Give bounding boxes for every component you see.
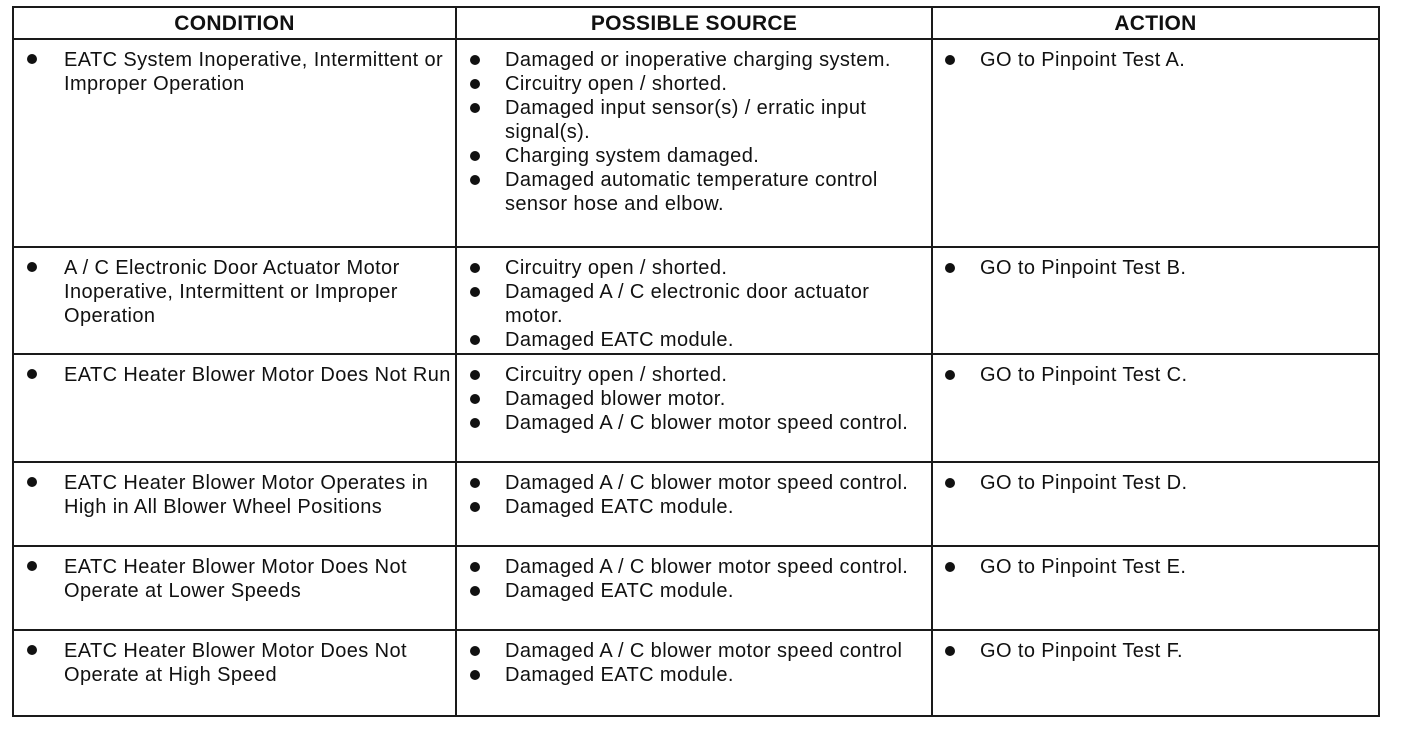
list-item	[457, 471, 931, 495]
source-text: Damaged A / C blower motor speed control	[505, 640, 903, 662]
condition-cell	[14, 631, 457, 715]
bullet-icon	[27, 262, 37, 272]
list-item	[14, 471, 455, 519]
list-item	[457, 96, 931, 144]
table-row	[14, 355, 1378, 463]
list-item	[457, 168, 931, 216]
condition-cell	[14, 355, 457, 461]
source-cell	[457, 547, 933, 629]
bullet-icon	[470, 151, 480, 161]
condition-text: A / C Electronic Door Actuator Motor Inoperative, Intermittent or Improper Operation	[64, 257, 400, 327]
bullet-icon	[27, 477, 37, 487]
list-item	[457, 72, 931, 96]
source-text: Damaged EATC module.	[505, 580, 734, 602]
list-item	[457, 387, 931, 411]
table-row	[14, 631, 1378, 715]
action-cell	[933, 355, 1378, 461]
list-item	[457, 363, 931, 387]
bullet-icon	[470, 502, 480, 512]
bullet-icon	[27, 561, 37, 571]
action-cell	[933, 248, 1378, 353]
diagnosis-table	[12, 6, 1380, 717]
list-item	[14, 256, 455, 328]
header-action: ACTION	[1114, 12, 1197, 35]
list-item	[457, 663, 931, 687]
source-text: Charging system damaged.	[505, 145, 760, 167]
bullet-icon	[470, 418, 480, 428]
source-text: Circuitry open / shorted.	[505, 364, 728, 386]
list-item	[933, 48, 1378, 72]
bullet-icon	[945, 646, 955, 656]
bullet-icon	[470, 646, 480, 656]
table-header-row	[14, 8, 1378, 40]
bullet-icon	[470, 335, 480, 345]
bullet-icon	[27, 369, 37, 379]
action-text: GO to Pinpoint Test D.	[980, 472, 1188, 494]
source-text: Damaged automatic temperature control sensor hose and elbow.	[505, 169, 878, 215]
list-item	[457, 411, 931, 435]
list-item	[933, 363, 1378, 387]
bullet-icon	[470, 586, 480, 596]
list-item	[933, 471, 1378, 495]
table-row	[14, 547, 1378, 631]
condition-cell	[14, 463, 457, 545]
action-cell	[933, 631, 1378, 715]
bullet-icon	[470, 263, 480, 273]
bullet-icon	[27, 54, 37, 64]
list-item	[933, 639, 1378, 663]
source-text: Damaged blower motor.	[505, 388, 726, 410]
source-cell	[457, 248, 933, 353]
condition-text: EATC Heater Blower Motor Does Not Operate at High Speed	[64, 640, 407, 686]
list-item	[457, 280, 931, 328]
list-item	[933, 555, 1378, 579]
action-text: GO to Pinpoint Test B.	[980, 257, 1187, 279]
table-row	[14, 40, 1378, 248]
source-text: Damaged A / C blower motor speed control.	[505, 412, 909, 434]
bullet-icon	[945, 263, 955, 273]
list-item	[457, 256, 931, 280]
source-text: Damaged A / C electronic door actuator motor.	[505, 281, 870, 327]
source-cell	[457, 40, 933, 246]
source-text: Damaged EATC module.	[505, 496, 734, 518]
bullet-icon	[470, 79, 480, 89]
bullet-icon	[470, 287, 480, 297]
source-text: Damaged EATC module.	[505, 664, 734, 686]
list-item	[457, 555, 931, 579]
condition-cell	[14, 248, 457, 353]
action-cell	[933, 40, 1378, 246]
condition-text: EATC Heater Blower Motor Does Not Run	[64, 364, 451, 386]
bullet-icon	[27, 645, 37, 655]
source-text: Damaged EATC module.	[505, 329, 734, 351]
bullet-icon	[470, 103, 480, 113]
header-possible-source: POSSIBLE SOURCE	[457, 8, 933, 38]
list-item	[14, 48, 455, 96]
source-text: Damaged or inoperative charging system.	[505, 49, 891, 71]
action-cell	[933, 547, 1378, 629]
table-row	[14, 463, 1378, 547]
list-item	[457, 48, 931, 72]
source-cell	[457, 355, 933, 461]
list-item	[457, 579, 931, 603]
list-item	[457, 495, 931, 519]
condition-text: EATC System Inoperative, Intermittent or Improper Operation	[64, 49, 444, 95]
bullet-icon	[945, 55, 955, 65]
bullet-icon	[470, 670, 480, 680]
bullet-icon	[945, 562, 955, 572]
action-text: GO to Pinpoint Test E.	[980, 556, 1187, 578]
condition-text: EATC Heater Blower Motor Does Not Operate at Lower Speeds	[64, 556, 407, 602]
bullet-icon	[470, 562, 480, 572]
list-item	[14, 555, 455, 603]
bullet-icon	[945, 370, 955, 380]
source-text: Circuitry open / shorted.	[505, 257, 728, 279]
bullet-icon	[470, 370, 480, 380]
bullet-icon	[470, 478, 480, 488]
source-text: Circuitry open / shorted.	[505, 73, 728, 95]
source-text: Damaged A / C blower motor speed control.	[505, 556, 909, 578]
action-text: GO to Pinpoint Test F.	[980, 640, 1183, 662]
list-item	[457, 328, 931, 352]
source-text: Damaged A / C blower motor speed control.	[505, 472, 909, 494]
bullet-icon	[470, 55, 480, 65]
bullet-icon	[945, 478, 955, 488]
table-row	[14, 248, 1378, 355]
list-item	[14, 363, 455, 387]
condition-text: EATC Heater Blower Motor Operates in High in All Blower Wheel Positions	[64, 472, 429, 518]
condition-cell	[14, 547, 457, 629]
action-cell	[933, 463, 1378, 545]
source-text: Damaged input sensor(s) / erratic input signal(s).	[505, 97, 867, 143]
list-item	[14, 639, 455, 687]
bullet-icon	[470, 394, 480, 404]
header-condition: CONDITION	[14, 8, 457, 38]
list-item	[457, 639, 931, 663]
condition-cell	[14, 40, 457, 246]
source-cell	[457, 463, 933, 545]
list-item	[933, 256, 1378, 280]
list-item	[457, 144, 931, 168]
source-cell	[457, 631, 933, 715]
action-text: GO to Pinpoint Test C.	[980, 364, 1188, 386]
bullet-icon	[470, 175, 480, 185]
action-text: GO to Pinpoint Test A.	[980, 49, 1186, 71]
